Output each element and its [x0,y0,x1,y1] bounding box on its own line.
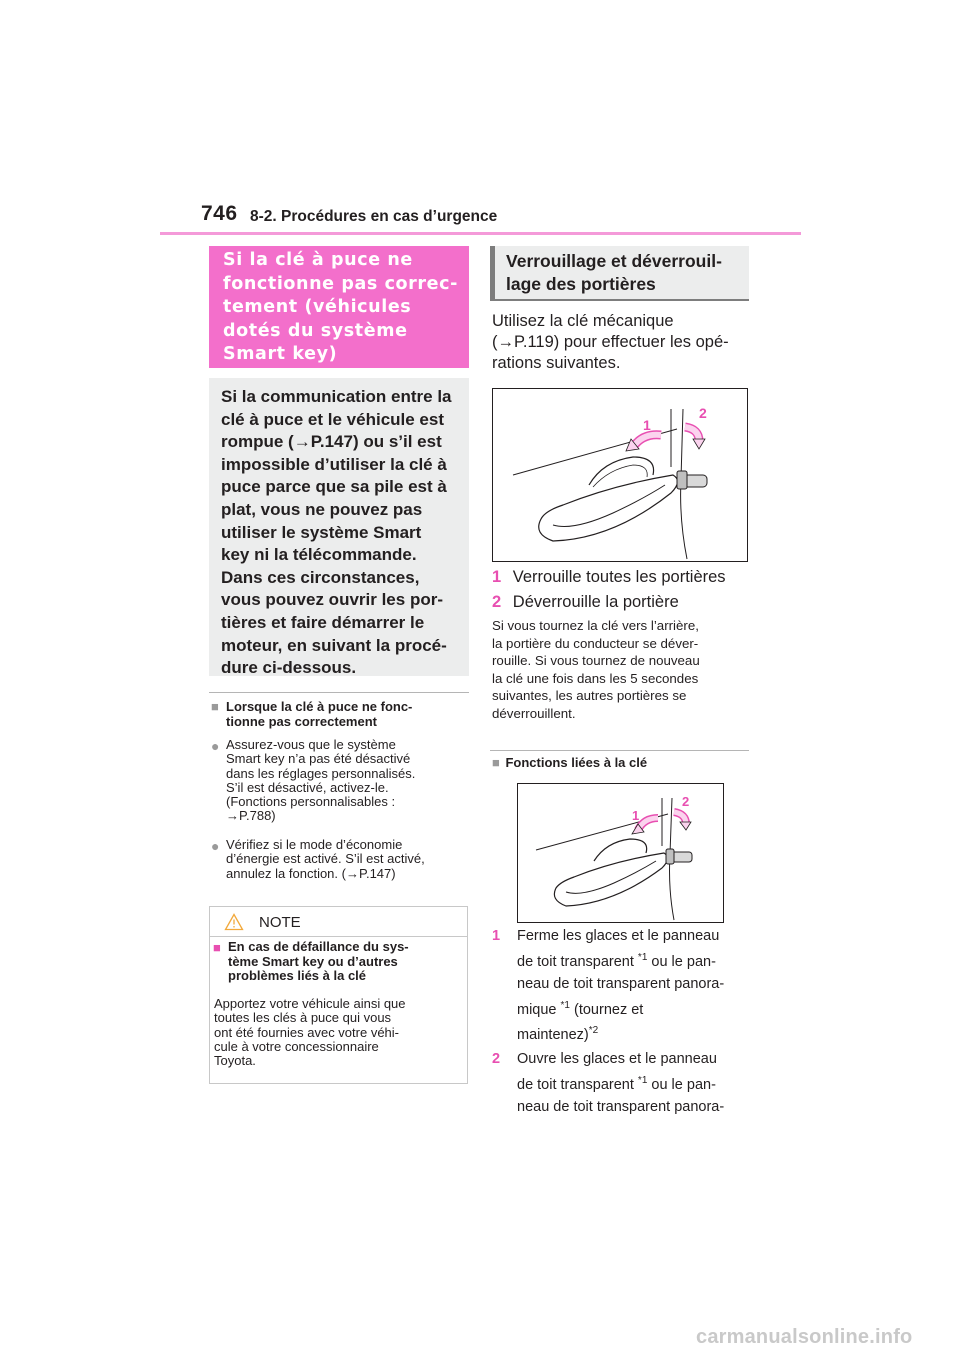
note-heading [228,940,409,984]
intro-line: Si la communication entre la [221,387,452,406]
pink-title-line: Si la clé à puce ne [223,250,413,270]
heading-line: Verrouillage et déverrouil- [506,251,722,271]
function-text: ou le pan- [647,953,716,970]
bullet-dot-icon: ● [211,738,220,754]
figure-label: 2 [699,405,707,421]
note-line: suivantes, les autres portières se [492,688,687,703]
intro-line: puce parce que sa pile est à [221,477,447,497]
pink-title-line: fonctionne pas correc- [223,273,458,294]
note-body-line: Apportez votre véhicule ainsi que [214,996,406,1011]
step-2 [492,592,679,613]
function-line: Ferme les glaces et le panneau [517,928,720,944]
function-line: Ouvre les glaces et le panneau [517,1051,717,1067]
square-bullet-icon: ■ [213,940,221,955]
pink-title-line: Smart key) [223,344,338,364]
bullet-line: Smart key n’a pas été désactivé [226,751,411,767]
step-number: 1 [492,568,502,586]
figure-label: 1 [632,808,640,823]
footnote-ref: *2 [588,1025,599,1036]
note-body [214,997,406,1068]
subheading-line: Lorsque la clé à puce ne fonc- [226,699,413,714]
bullet-line: d’énergie est activé. S’il est activé, [226,851,425,867]
subheading-key-functions [492,756,647,771]
intro-line: key ni la télécommande. [221,545,417,565]
bullet-line: dans les réglages personnalisés. [226,765,416,781]
bullet-dot-icon: ● [211,838,220,854]
intro-line: Dans ces circonstances, [221,567,420,587]
subheading-text: Fonctions liées à la clé [505,755,648,770]
watermark: carmanualsonline.info [696,1326,913,1348]
note-line: déverrouillent. [492,705,576,721]
subheading-line: tionne pas correctement [226,713,377,729]
figure-label: 1 [643,417,651,433]
note-line: la clé une fois dans les 5 secondes [492,670,699,686]
square-bullet-icon: ■ [211,699,219,714]
intro-line: (→P.119) pour effectuer les opé- [492,333,729,351]
figure-label: 2 [682,794,690,809]
footnote-ref: *1 [637,952,648,963]
section-title: 8-2. Procédures en cas d’urgence [250,208,498,225]
pink-title-box [209,246,469,368]
bullet-line: →P.788) [226,808,276,824]
intro-line: impossible d’utiliser la clé à [221,454,447,474]
intro-line: plat, vous ne pouvez pas [221,499,423,519]
intro-line: Utilisez la clé mécanique [492,312,674,330]
intro-line: utiliser le système Smart [221,522,422,542]
bullet-line: Assurez-vous que le système [226,737,396,752]
function-text: ou le pan- [647,1076,716,1093]
step-text: Verrouille toutes les portières [512,568,726,586]
bullet-line: Vérifiez si le mode d’économie [226,837,403,852]
step-1 [492,567,726,588]
note-line: Si vous tournez la clé vers l’arrière, [492,618,699,633]
bullet-line: annulez la fonction. (→P.147) [226,865,396,881]
warning-triangle-icon [224,913,244,931]
bullet-smart-key-setting [226,738,415,824]
intro-line: clé à puce et le véhicule est [221,409,445,429]
function-number: 1 [492,928,501,944]
section-divider [490,750,749,751]
step-text: Déverrouille la portière [512,593,679,611]
function-number: 2 [492,1051,501,1067]
note-body-line: toutes les clés à puce qui vous [214,1010,392,1026]
heading-line: lage des portières [506,273,656,294]
header-rule [160,232,801,235]
note-divider [210,936,467,937]
note-line: rouille. Si vous tournez de nouveau [492,653,700,668]
bullet-economy-mode [226,838,425,881]
note-label: NOTE [259,914,301,931]
function-line: neau de toit transparent panora- [517,1099,725,1115]
footnote-ref: *1 [560,1000,570,1011]
intro-line: rations suivantes. [492,354,621,372]
pink-title-line: dotés du système [223,320,408,341]
figure-key-functions [517,783,724,923]
function-text: mique [517,1001,561,1018]
footnote-ref: *1 [637,1075,648,1086]
intro-line: moteur, en suivant la procé- [221,635,447,655]
note-body-line: ont été fournies avec votre véhi- [214,1024,399,1040]
square-bullet-icon: ■ [492,755,500,770]
section-divider [209,692,469,693]
step-number: 2 [492,593,502,611]
function-text: maintenez) [517,1026,589,1043]
note-heading-line: problèmes liés à la clé [228,968,367,983]
note-heading-line: En cas de défaillance du sys- [228,939,409,954]
function-text: (tournez et [569,1001,644,1018]
function-text: de toit transparent [517,1076,638,1093]
function-line [517,1075,716,1093]
pink-title-line: tement (véhicules [223,297,412,317]
function-line [517,1000,643,1018]
note-body-line: cule à votre concessionnaire [214,1038,379,1054]
function-line: neau de toit transparent panora- [517,976,725,992]
function-line [517,952,716,970]
page-number: 746 [201,202,238,225]
function-line [517,1025,598,1043]
intro-line: tières et faire démarrer le [221,612,425,632]
intro-line: vous pouvez ouvrir les por- [221,590,443,610]
note-heading-line: tème Smart key ou d’autres [228,953,398,969]
intro-line: rompue (→P.147) ou s’il est [221,432,442,452]
locking-section-heading [490,246,749,301]
door-handle-illustration [493,389,747,561]
note-line: la portière du conducteur se déver- [492,635,699,651]
intro-box [209,378,469,676]
note-box [209,906,468,1084]
function-text: de toit transparent [517,953,634,970]
bullet-line: S’il est désactivé, activez-le. [226,779,389,795]
locking-note [492,617,700,722]
intro-line: dure ci-dessous. [221,658,357,678]
note-body-line: Toyota. [214,1053,256,1069]
figure-door-handle-key [492,388,748,562]
bullet-line: (Fonctions personnalisables : [226,794,396,810]
door-handle-illustration [518,784,723,922]
locking-intro [492,311,729,374]
